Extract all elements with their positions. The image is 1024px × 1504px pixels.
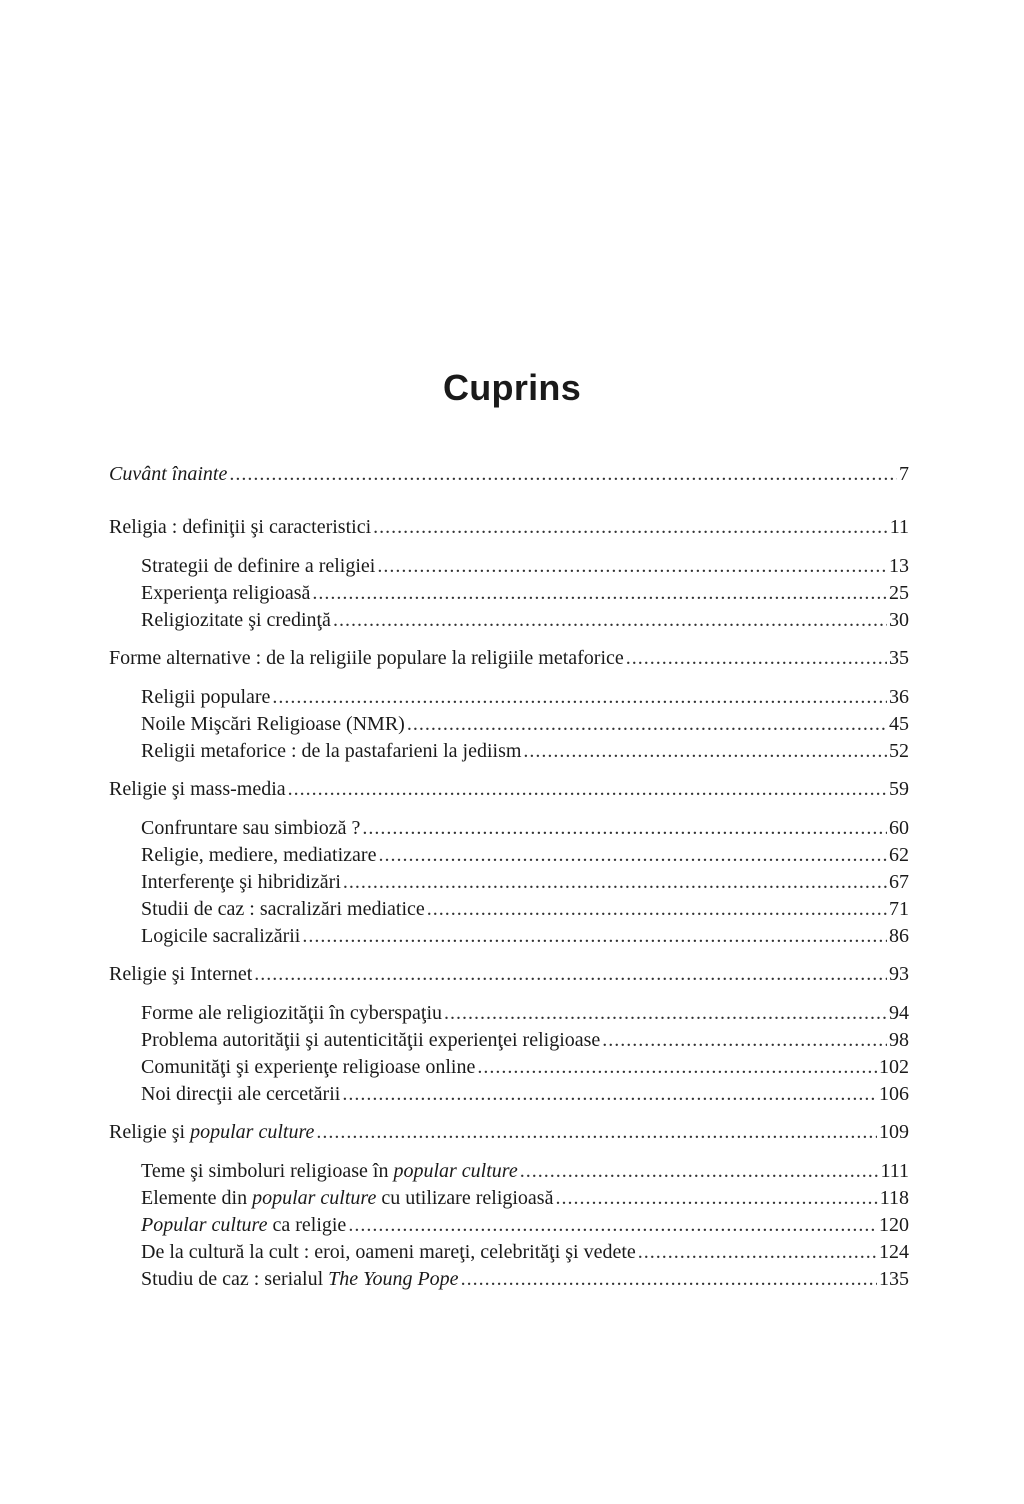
dot-leader bbox=[254, 961, 887, 988]
toc-subentry-title: Religii metaforice : de la pastafarieni la jediism bbox=[141, 740, 522, 762]
dot-leader bbox=[312, 580, 887, 607]
toc-page-number: 59 bbox=[889, 778, 909, 800]
dot-leader bbox=[626, 645, 887, 672]
toc-subentry-title: Elemente din popular culture cu utilizare religioasă bbox=[141, 1187, 554, 1209]
toc-subentry[interactable] bbox=[109, 896, 909, 923]
dot-leader bbox=[343, 869, 887, 896]
toc-subentry[interactable] bbox=[109, 923, 909, 950]
dot-leader bbox=[362, 815, 887, 842]
toc-section-4[interactable] bbox=[109, 961, 909, 988]
toc-subentry[interactable] bbox=[109, 580, 909, 607]
toc-entry-intro[interactable] bbox=[109, 461, 909, 488]
toc-subentry[interactable] bbox=[109, 553, 909, 580]
toc-subentry[interactable] bbox=[109, 1185, 909, 1212]
toc-page-number: 118 bbox=[879, 1187, 909, 1209]
dot-leader bbox=[378, 842, 887, 869]
dot-leader bbox=[302, 923, 887, 950]
dot-leader bbox=[373, 514, 888, 541]
dot-leader bbox=[348, 1212, 877, 1239]
toc-entry-title: Cuvânt înainte bbox=[109, 463, 228, 485]
toc-page-number: 45 bbox=[889, 713, 909, 735]
toc-page-number: 25 bbox=[889, 582, 909, 604]
toc-subentry-title: Noile Mişcări Religioase (NMR) bbox=[141, 713, 405, 735]
toc-subentry-title: Popular culture ca religie bbox=[141, 1214, 347, 1236]
toc-subentry[interactable] bbox=[109, 738, 909, 765]
toc-section-3[interactable] bbox=[109, 776, 909, 803]
dot-leader bbox=[461, 1266, 877, 1293]
toc-subentry-title: Noi direcţii ale cercetării bbox=[141, 1083, 341, 1105]
toc-subentry[interactable] bbox=[109, 1158, 909, 1185]
toc-page-number: 60 bbox=[889, 817, 909, 839]
dot-leader bbox=[377, 553, 887, 580]
toc-page-number: 52 bbox=[889, 740, 909, 762]
dot-leader bbox=[520, 1158, 879, 1185]
dot-leader bbox=[316, 1119, 877, 1146]
dot-leader bbox=[407, 711, 887, 738]
toc-subentry[interactable] bbox=[109, 1266, 909, 1293]
toc-subentry-title: Forme ale religiozităţii în cyberspaţiu bbox=[141, 1002, 443, 1024]
toc-page-number: 124 bbox=[879, 1241, 909, 1263]
toc-page-number: 62 bbox=[889, 844, 909, 866]
dot-leader bbox=[555, 1185, 877, 1212]
dot-leader bbox=[477, 1054, 877, 1081]
dot-leader bbox=[333, 607, 887, 634]
toc-subentry-title: Teme şi simboluri religioase în popular culture bbox=[141, 1160, 518, 1182]
toc-subentry-title: Strategii de definire a religiei bbox=[141, 555, 376, 577]
toc-subentry-title: Studii de caz : sacralizări mediatice bbox=[141, 898, 425, 920]
dot-leader bbox=[444, 1000, 887, 1027]
toc-page-number: 36 bbox=[889, 686, 909, 708]
toc-section-title: Religie şi Internet bbox=[109, 963, 253, 985]
toc-section-title: Religie şi popular culture bbox=[109, 1121, 315, 1143]
toc-section-title: Forme alternative : de la religiile populare la religiile metaforice bbox=[109, 647, 624, 669]
toc-subentry[interactable] bbox=[109, 607, 909, 634]
toc-subentry[interactable] bbox=[109, 711, 909, 738]
toc-subentry-title: Logicile sacralizării bbox=[141, 925, 301, 947]
toc-subentry[interactable] bbox=[109, 1054, 909, 1081]
toc-section-5[interactable] bbox=[109, 1119, 909, 1146]
dot-leader bbox=[272, 684, 887, 711]
toc-page-number: 93 bbox=[889, 963, 909, 985]
toc-subentry[interactable] bbox=[109, 1027, 909, 1054]
toc-subentry-title: De la cultură la cult : eroi, oameni mareţi, celebrităţi şi vedete bbox=[141, 1241, 636, 1263]
toc-page-number: 35 bbox=[889, 647, 909, 669]
toc-section-2[interactable] bbox=[109, 645, 909, 672]
toc-page-number: 94 bbox=[889, 1002, 909, 1024]
dot-leader bbox=[342, 1081, 877, 1108]
toc-page-number: 120 bbox=[879, 1214, 909, 1236]
toc-page-number: 109 bbox=[879, 1121, 909, 1143]
toc-subentry[interactable] bbox=[109, 842, 909, 869]
dot-leader bbox=[638, 1239, 877, 1266]
toc-page-number: 13 bbox=[889, 555, 909, 577]
toc-subentry-title: Problema autorităţii şi autenticităţii experienţei religioase bbox=[141, 1029, 601, 1051]
dot-leader bbox=[288, 776, 887, 803]
toc-page-number: 111 bbox=[880, 1160, 909, 1182]
toc-section-title: Religie şi mass-media bbox=[109, 778, 286, 800]
toc-page-number: 86 bbox=[889, 925, 909, 947]
toc-subentry-title: Religiozitate şi credinţă bbox=[141, 609, 331, 631]
toc-page-number: 98 bbox=[889, 1029, 909, 1051]
toc-page-number: 11 bbox=[889, 516, 909, 538]
toc-page-number: 106 bbox=[879, 1083, 909, 1105]
toc-subentry[interactable] bbox=[109, 1239, 909, 1266]
toc-section-title: Religia : definiţii şi caracteristici bbox=[109, 516, 372, 538]
toc-subentry[interactable] bbox=[109, 1212, 909, 1239]
toc-page-number: 30 bbox=[889, 609, 909, 631]
toc-subentry-title: Experienţa religioasă bbox=[141, 582, 311, 604]
toc-page-number: 7 bbox=[899, 463, 909, 485]
toc-subentry[interactable] bbox=[109, 1000, 909, 1027]
toc-page-number: 67 bbox=[889, 871, 909, 893]
dot-leader bbox=[523, 738, 887, 765]
toc-subentry[interactable] bbox=[109, 869, 909, 896]
toc-subentry[interactable] bbox=[109, 815, 909, 842]
toc-page-number: 102 bbox=[879, 1056, 909, 1078]
page-title: Cuprins bbox=[442, 367, 582, 409]
toc-subentry-title: Confruntare sau simbioză ? bbox=[141, 817, 361, 839]
dot-leader bbox=[229, 461, 897, 488]
toc-subentry-title: Interferenţe şi hibridizări bbox=[141, 871, 341, 893]
toc-subentry-title: Religie, mediere, mediatizare bbox=[141, 844, 377, 866]
toc-subentry[interactable] bbox=[109, 684, 909, 711]
toc-subentry-title: Religii populare bbox=[141, 686, 271, 708]
toc-section-1[interactable] bbox=[109, 514, 909, 541]
toc-page-number: 71 bbox=[889, 898, 909, 920]
toc-page-number: 135 bbox=[879, 1268, 909, 1290]
toc-subentry[interactable] bbox=[109, 1081, 909, 1108]
dot-leader bbox=[602, 1027, 887, 1054]
toc-subentry-title: Studiu de caz : serialul The Young Pope bbox=[141, 1268, 459, 1290]
toc-subentry-title: Comunităţi şi experienţe religioase online bbox=[141, 1056, 476, 1078]
table-of-contents bbox=[109, 461, 909, 1293]
dot-leader bbox=[427, 896, 887, 923]
